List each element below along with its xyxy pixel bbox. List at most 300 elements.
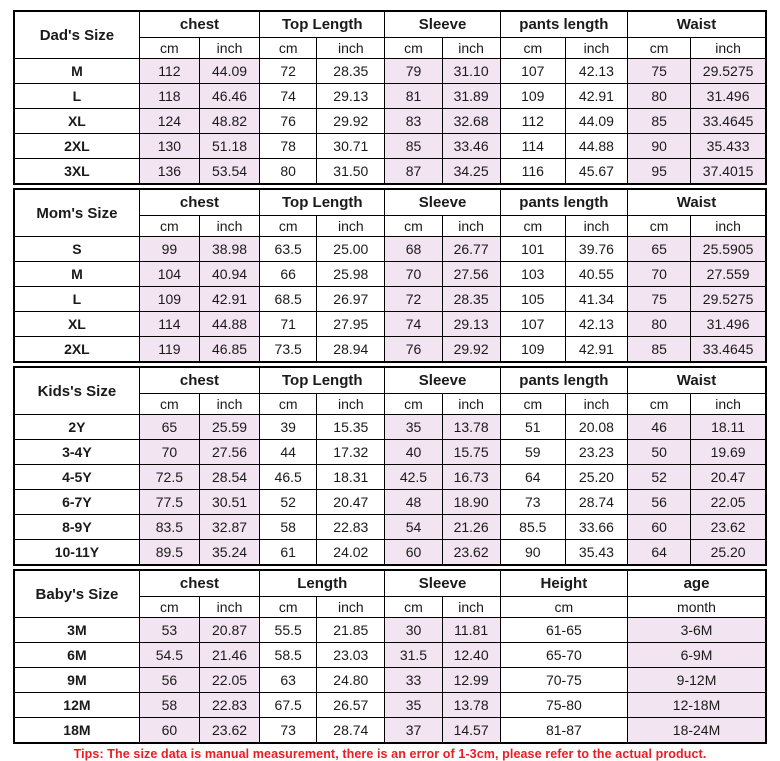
value-cell: 39.76 [565, 237, 627, 262]
size-table-moms [13, 188, 767, 363]
value-cell: 29.5275 [691, 59, 766, 84]
value-cell: 40.94 [199, 262, 259, 287]
value-cell: 27.56 [442, 262, 500, 287]
unit-header: cm [260, 38, 317, 59]
value-cell: 18.11 [691, 415, 766, 440]
unit-header: cm [385, 38, 442, 59]
unit-header: cm [500, 597, 627, 618]
value-cell: 41.34 [565, 287, 627, 312]
section-title-moms: Mom's Size [14, 189, 139, 237]
value-cell: 28.35 [317, 59, 385, 84]
value-cell: 31.89 [442, 84, 500, 109]
value-cell: 75 [628, 59, 691, 84]
value-cell: 119 [139, 337, 199, 363]
value-cell: 72 [385, 287, 442, 312]
value-cell: 25.59 [199, 415, 259, 440]
unit-header: cm [139, 38, 199, 59]
value-cell: 23.62 [199, 718, 259, 744]
value-cell: 33 [385, 668, 442, 693]
table-row [14, 618, 766, 643]
value-cell: 29.13 [317, 84, 385, 109]
value-cell: 20.08 [565, 415, 627, 440]
value-cell: 89.5 [139, 540, 199, 566]
value-cell: 55.5 [260, 618, 317, 643]
value-cell: 3-6M [628, 618, 766, 643]
value-cell: 26.97 [317, 287, 385, 312]
value-cell: 12.99 [442, 668, 500, 693]
column-group-header: Sleeve [385, 189, 500, 216]
value-cell: 35.43 [565, 540, 627, 566]
unit-header: cm [260, 597, 317, 618]
size-table-babys [13, 569, 767, 744]
unit-header: inch [199, 38, 259, 59]
value-cell: 32.68 [442, 109, 500, 134]
table-row [14, 134, 766, 159]
value-cell: 15.35 [317, 415, 385, 440]
value-cell: 136 [139, 159, 199, 185]
value-cell: 52 [628, 465, 691, 490]
value-cell: 17.32 [317, 440, 385, 465]
value-cell: 73 [500, 490, 565, 515]
value-cell: 70-75 [500, 668, 627, 693]
value-cell: 58.5 [260, 643, 317, 668]
value-cell: 30.71 [317, 134, 385, 159]
size-label-cell: L [14, 84, 139, 109]
value-cell: 42.91 [199, 287, 259, 312]
size-label-cell: M [14, 262, 139, 287]
value-cell: 70 [139, 440, 199, 465]
tips-text: Tips: The size data is manual measurement, there is an error of 1-3cm, please refer to the actual product. [73, 747, 707, 761]
value-cell: 12.40 [442, 643, 500, 668]
value-cell: 31.10 [442, 59, 500, 84]
value-cell: 81-87 [500, 718, 627, 744]
size-label-cell: 2Y [14, 415, 139, 440]
table-row [14, 465, 766, 490]
unit-header: cm [500, 216, 565, 237]
size-label-cell: 6M [14, 643, 139, 668]
value-cell: 66 [260, 262, 317, 287]
value-cell: 29.5275 [691, 287, 766, 312]
column-group-header: chest [139, 11, 259, 38]
value-cell: 87 [385, 159, 442, 185]
value-cell: 72 [260, 59, 317, 84]
column-group-header: chest [139, 367, 259, 394]
value-cell: 53.54 [199, 159, 259, 185]
value-cell: 79 [385, 59, 442, 84]
unit-header: cm [385, 216, 442, 237]
value-cell: 114 [139, 312, 199, 337]
size-tables [13, 10, 767, 744]
table-row [14, 490, 766, 515]
table-row [14, 668, 766, 693]
unit-header: inch [317, 394, 385, 415]
table-row [14, 540, 766, 566]
value-cell: 21.85 [317, 618, 385, 643]
value-cell: 64 [628, 540, 691, 566]
size-label-cell: 2XL [14, 337, 139, 363]
value-cell: 112 [139, 59, 199, 84]
value-cell: 99 [139, 237, 199, 262]
value-cell: 34.25 [442, 159, 500, 185]
size-label-cell: 6-7Y [14, 490, 139, 515]
unit-header: inch [199, 394, 259, 415]
value-cell: 124 [139, 109, 199, 134]
value-cell: 58 [260, 515, 317, 540]
value-cell: 54 [385, 515, 442, 540]
value-cell: 22.05 [691, 490, 766, 515]
value-cell: 31.496 [691, 84, 766, 109]
value-cell: 31.496 [691, 312, 766, 337]
value-cell: 90 [500, 540, 565, 566]
value-cell: 23.03 [317, 643, 385, 668]
size-label-cell: XL [14, 109, 139, 134]
value-cell: 53 [139, 618, 199, 643]
value-cell: 42.13 [565, 59, 627, 84]
value-cell: 85 [628, 109, 691, 134]
value-cell: 30 [385, 618, 442, 643]
value-cell: 18.90 [442, 490, 500, 515]
value-cell: 18-24M [628, 718, 766, 744]
unit-header: inch [199, 216, 259, 237]
value-cell: 44.88 [565, 134, 627, 159]
value-cell: 130 [139, 134, 199, 159]
value-cell: 78 [260, 134, 317, 159]
value-cell: 68 [385, 237, 442, 262]
value-cell: 75 [628, 287, 691, 312]
size-label-cell: 12M [14, 693, 139, 718]
value-cell: 39 [260, 415, 317, 440]
value-cell: 68.5 [260, 287, 317, 312]
value-cell: 56 [628, 490, 691, 515]
unit-header: cm [500, 394, 565, 415]
value-cell: 70 [628, 262, 691, 287]
value-cell: 24.02 [317, 540, 385, 566]
unit-header: cm [260, 394, 317, 415]
value-cell: 104 [139, 262, 199, 287]
value-cell: 22.83 [317, 515, 385, 540]
size-table-kids [13, 366, 767, 566]
value-cell: 27.559 [691, 262, 766, 287]
unit-header: cm [500, 38, 565, 59]
unit-header: inch [565, 216, 627, 237]
size-label-cell: XL [14, 312, 139, 337]
value-cell: 18.31 [317, 465, 385, 490]
value-cell: 42.5 [385, 465, 442, 490]
value-cell: 23.62 [691, 515, 766, 540]
section-title-dads: Dad's Size [14, 11, 139, 59]
table-row [14, 237, 766, 262]
size-label-cell: 3-4Y [14, 440, 139, 465]
value-cell: 80 [260, 159, 317, 185]
value-cell: 29.92 [442, 337, 500, 363]
value-cell: 35.24 [199, 540, 259, 566]
value-cell: 21.26 [442, 515, 500, 540]
column-group-header: age [628, 570, 766, 597]
value-cell: 83 [385, 109, 442, 134]
value-cell: 23.62 [442, 540, 500, 566]
column-group-header: Waist [628, 189, 766, 216]
value-cell: 105 [500, 287, 565, 312]
value-cell: 46.46 [199, 84, 259, 109]
value-cell: 56 [139, 668, 199, 693]
value-cell: 25.00 [317, 237, 385, 262]
unit-header: cm [385, 394, 442, 415]
section-title-babys: Baby's Size [14, 570, 139, 618]
value-cell: 109 [139, 287, 199, 312]
value-cell: 31.50 [317, 159, 385, 185]
value-cell: 63 [260, 668, 317, 693]
value-cell: 26.57 [317, 693, 385, 718]
column-group-header: Waist [628, 11, 766, 38]
table-row [14, 287, 766, 312]
value-cell: 61-65 [500, 618, 627, 643]
size-table-dads [13, 10, 767, 185]
unit-header: cm [628, 38, 691, 59]
value-cell: 101 [500, 237, 565, 262]
value-cell: 28.94 [317, 337, 385, 363]
value-cell: 75-80 [500, 693, 627, 718]
value-cell: 58 [139, 693, 199, 718]
value-cell: 28.74 [317, 718, 385, 744]
value-cell: 44.88 [199, 312, 259, 337]
table-row [14, 84, 766, 109]
column-group-header: Height [500, 570, 627, 597]
value-cell: 28.54 [199, 465, 259, 490]
unit-header: cm [628, 394, 691, 415]
value-cell: 15.75 [442, 440, 500, 465]
column-group-header: chest [139, 570, 259, 597]
value-cell: 20.87 [199, 618, 259, 643]
value-cell: 26.77 [442, 237, 500, 262]
value-cell: 109 [500, 337, 565, 363]
value-cell: 74 [260, 84, 317, 109]
unit-header: inch [442, 597, 500, 618]
value-cell: 44.09 [565, 109, 627, 134]
value-cell: 85 [628, 337, 691, 363]
table-row [14, 109, 766, 134]
value-cell: 85.5 [500, 515, 565, 540]
column-group-header: Sleeve [385, 570, 500, 597]
value-cell: 48 [385, 490, 442, 515]
value-cell: 76 [260, 109, 317, 134]
value-cell: 64 [500, 465, 565, 490]
unit-header: inch [691, 38, 766, 59]
value-cell: 28.35 [442, 287, 500, 312]
column-group-header: Top Length [260, 11, 385, 38]
value-cell: 63.5 [260, 237, 317, 262]
value-cell: 46 [628, 415, 691, 440]
size-label-cell: M [14, 59, 139, 84]
value-cell: 52 [260, 490, 317, 515]
unit-header: inch [691, 394, 766, 415]
value-cell: 85 [385, 134, 442, 159]
value-cell: 60 [139, 718, 199, 744]
value-cell: 45.67 [565, 159, 627, 185]
value-cell: 25.20 [691, 540, 766, 566]
value-cell: 33.4645 [691, 337, 766, 363]
value-cell: 65 [628, 237, 691, 262]
table-row [14, 159, 766, 185]
value-cell: 25.20 [565, 465, 627, 490]
value-cell: 31.5 [385, 643, 442, 668]
value-cell: 27.95 [317, 312, 385, 337]
unit-header: inch [565, 394, 627, 415]
value-cell: 51 [500, 415, 565, 440]
section-title-kids: Kids's Size [14, 367, 139, 415]
table-row [14, 693, 766, 718]
table-row [14, 262, 766, 287]
value-cell: 33.66 [565, 515, 627, 540]
value-cell: 19.69 [691, 440, 766, 465]
value-cell: 70 [385, 262, 442, 287]
value-cell: 112 [500, 109, 565, 134]
column-group-header: Waist [628, 367, 766, 394]
unit-header: inch [199, 597, 259, 618]
table-row [14, 718, 766, 744]
size-label-cell: 9M [14, 668, 139, 693]
value-cell: 90 [628, 134, 691, 159]
value-cell: 35 [385, 693, 442, 718]
value-cell: 80 [628, 312, 691, 337]
value-cell: 29.92 [317, 109, 385, 134]
value-cell: 103 [500, 262, 565, 287]
column-group-header: pants length [500, 367, 627, 394]
value-cell: 6-9M [628, 643, 766, 668]
unit-header: inch [442, 394, 500, 415]
value-cell: 95 [628, 159, 691, 185]
table-row [14, 440, 766, 465]
value-cell: 33.4645 [691, 109, 766, 134]
value-cell: 32.87 [199, 515, 259, 540]
value-cell: 44 [260, 440, 317, 465]
value-cell: 40.55 [565, 262, 627, 287]
value-cell: 42.91 [565, 84, 627, 109]
unit-header: inch [317, 597, 385, 618]
unit-header: cm [139, 216, 199, 237]
value-cell: 22.05 [199, 668, 259, 693]
size-label-cell: L [14, 287, 139, 312]
column-group-header: Sleeve [385, 11, 500, 38]
value-cell: 76 [385, 337, 442, 363]
value-cell: 29.13 [442, 312, 500, 337]
size-label-cell: 4-5Y [14, 465, 139, 490]
value-cell: 109 [500, 84, 565, 109]
value-cell: 9-12M [628, 668, 766, 693]
size-label-cell: 3M [14, 618, 139, 643]
value-cell: 12-18M [628, 693, 766, 718]
value-cell: 13.78 [442, 415, 500, 440]
table-row [14, 59, 766, 84]
value-cell: 20.47 [691, 465, 766, 490]
value-cell: 77.5 [139, 490, 199, 515]
value-cell: 60 [385, 540, 442, 566]
value-cell: 48.82 [199, 109, 259, 134]
value-cell: 14.57 [442, 718, 500, 744]
value-cell: 16.73 [442, 465, 500, 490]
size-label-cell: S [14, 237, 139, 262]
unit-header: cm [139, 394, 199, 415]
value-cell: 118 [139, 84, 199, 109]
value-cell: 21.46 [199, 643, 259, 668]
value-cell: 27.56 [199, 440, 259, 465]
value-cell: 51.18 [199, 134, 259, 159]
unit-header: inch [565, 38, 627, 59]
value-cell: 44.09 [199, 59, 259, 84]
size-label-cell: 8-9Y [14, 515, 139, 540]
value-cell: 65-70 [500, 643, 627, 668]
size-label-cell: 2XL [14, 134, 139, 159]
value-cell: 24.80 [317, 668, 385, 693]
value-cell: 25.5905 [691, 237, 766, 262]
value-cell: 114 [500, 134, 565, 159]
column-group-header: pants length [500, 11, 627, 38]
unit-header: cm [628, 216, 691, 237]
value-cell: 42.91 [565, 337, 627, 363]
table-row [14, 643, 766, 668]
value-cell: 28.74 [565, 490, 627, 515]
column-group-header: pants length [500, 189, 627, 216]
unit-header: cm [385, 597, 442, 618]
table-row [14, 515, 766, 540]
unit-header: month [628, 597, 766, 618]
value-cell: 46.85 [199, 337, 259, 363]
unit-header: inch [442, 38, 500, 59]
unit-header: cm [139, 597, 199, 618]
value-cell: 54.5 [139, 643, 199, 668]
value-cell: 65 [139, 415, 199, 440]
value-cell: 60 [628, 515, 691, 540]
unit-header: inch [442, 216, 500, 237]
value-cell: 73 [260, 718, 317, 744]
value-cell: 72.5 [139, 465, 199, 490]
value-cell: 107 [500, 59, 565, 84]
value-cell: 13.78 [442, 693, 500, 718]
value-cell: 83.5 [139, 515, 199, 540]
value-cell: 35 [385, 415, 442, 440]
value-cell: 71 [260, 312, 317, 337]
value-cell: 73.5 [260, 337, 317, 363]
value-cell: 38.98 [199, 237, 259, 262]
value-cell: 107 [500, 312, 565, 337]
column-group-header: Top Length [260, 189, 385, 216]
size-label-cell: 10-11Y [14, 540, 139, 566]
value-cell: 46.5 [260, 465, 317, 490]
value-cell: 42.13 [565, 312, 627, 337]
value-cell: 37.4015 [691, 159, 766, 185]
value-cell: 37 [385, 718, 442, 744]
table-row [14, 312, 766, 337]
column-group-header: Top Length [260, 367, 385, 394]
unit-header: inch [317, 216, 385, 237]
value-cell: 23.23 [565, 440, 627, 465]
value-cell: 40 [385, 440, 442, 465]
value-cell: 61 [260, 540, 317, 566]
value-cell: 33.46 [442, 134, 500, 159]
table-row [14, 415, 766, 440]
table-row [14, 337, 766, 363]
column-group-header: chest [139, 189, 259, 216]
value-cell: 20.47 [317, 490, 385, 515]
value-cell: 67.5 [260, 693, 317, 718]
value-cell: 81 [385, 84, 442, 109]
value-cell: 30.51 [199, 490, 259, 515]
column-group-header: Sleeve [385, 367, 500, 394]
value-cell: 74 [385, 312, 442, 337]
value-cell: 59 [500, 440, 565, 465]
value-cell: 11.81 [442, 618, 500, 643]
size-label-cell: 3XL [14, 159, 139, 185]
size-label-cell: 18M [14, 718, 139, 744]
